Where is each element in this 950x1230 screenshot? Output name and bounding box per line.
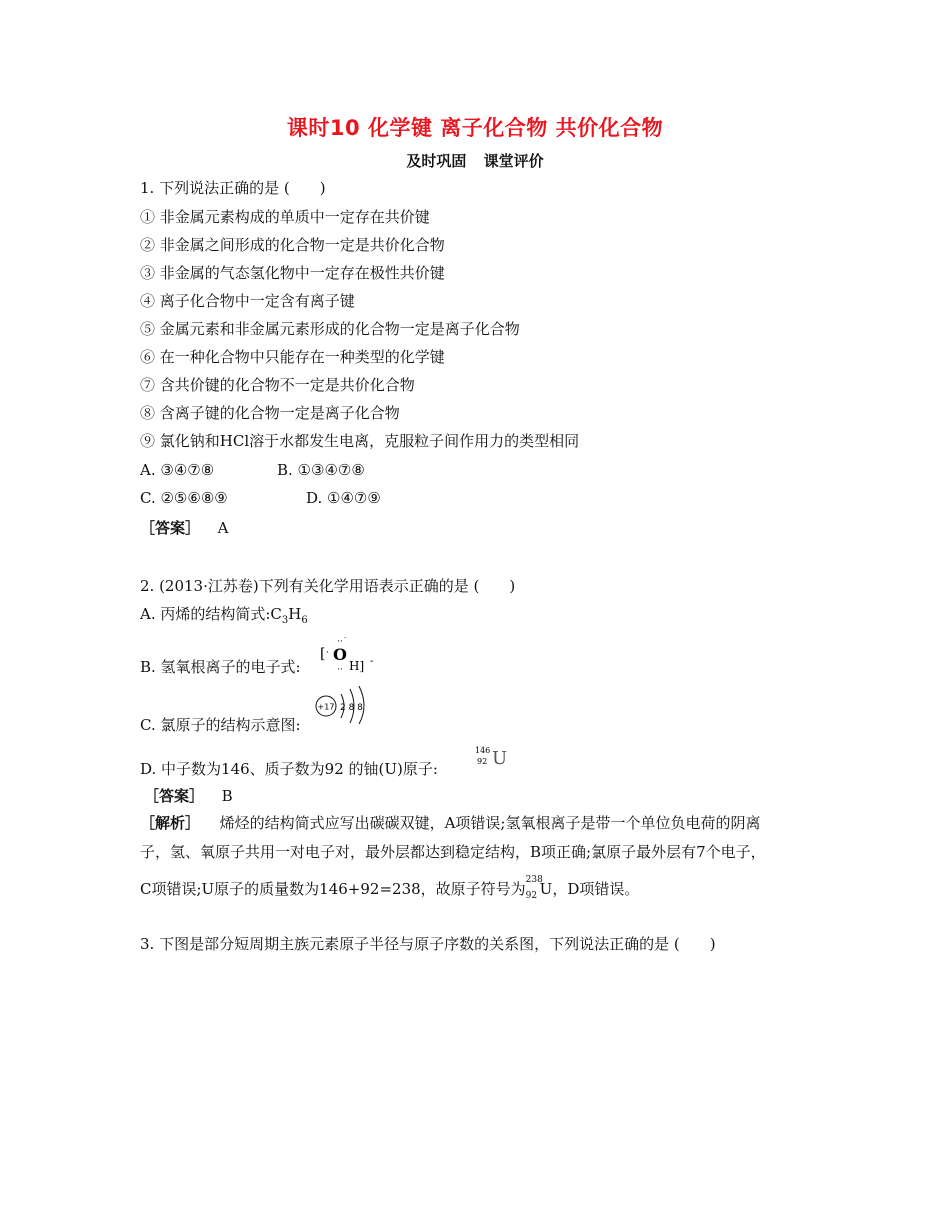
hydrogen-bracket: H] [349, 659, 365, 673]
electron-dots: · [326, 648, 329, 658]
electron-dots: ·· [337, 637, 343, 647]
electron-dots: ·· [337, 665, 343, 674]
subscript: 6 [301, 615, 308, 626]
q2-analysis-line [140, 875, 640, 901]
q1-item: ⑥ 在一种化合物中只能存在一种类型的化学键 [140, 348, 445, 366]
mass-number: 146 [475, 746, 491, 755]
answer-tag: ［答案］ [144, 787, 205, 805]
q1-option-d: D. ①④⑦⑨ [306, 489, 381, 507]
q1-item: ② 非金属之间形成的化合物一定是共价化合物 [140, 236, 445, 254]
q2-option-a-h: H [288, 605, 302, 623]
page-title: 课时10 化学键 离子化合物 共价化合物 [286, 116, 664, 140]
q1-option-c: C. ②⑤⑥⑧⑨ [140, 489, 228, 507]
q2-option-c-text: C. 氯原子的结构示意图: [140, 716, 301, 734]
q1-item: ① 非金属元素构成的单质中一定存在共价键 [140, 208, 430, 226]
q1-item: ④ 离子化合物中一定含有离子键 [140, 292, 355, 310]
shell-electron-counts: 2 8 8 [340, 703, 363, 713]
atomic-number: 92 [525, 891, 538, 901]
q2-option-b [140, 657, 301, 677]
analysis-text: U，D项错误。 [539, 880, 640, 898]
q2-analysis-line: 子，氢、氧原子共用一对电子对，最外层都达到稳定结构，B项正确;氯原子最外层有7个电子， [140, 843, 766, 861]
q2-analysis-line [140, 813, 760, 833]
electron-dots: · [344, 634, 347, 642]
chlorine-atom-diagram [313, 684, 375, 724]
q2-stem: 2. (2013·江苏卷)下列有关化学用语表示正确的是 ( ) [140, 577, 516, 595]
q1-option-a: A. ③④⑦⑧ [140, 461, 215, 479]
atomic-number: 92 [477, 757, 488, 766]
answer-value: A [217, 519, 229, 537]
nucleus-charge: +17 [317, 702, 335, 712]
subscript: 3 [281, 615, 289, 626]
q2-option-b-text: B. 氢氧根离子的电子式: [140, 658, 301, 676]
q1-item: ③ 非金属的气态氢化物中一定存在极性共价键 [140, 264, 445, 282]
oxygen-symbol: O [333, 645, 347, 664]
q1-item: ⑤ 金属元素和非金属元素形成的化合物一定是离子化合物 [140, 320, 520, 338]
mass-number: 238 [525, 875, 543, 885]
element-symbol: U [492, 748, 508, 769]
bracket-left: [ [320, 646, 326, 662]
nuclide-notation [525, 875, 543, 901]
q1-item: ⑨ 氯化钠和HCl溶于水都发生电离，克服粒子间作用力的类型相同 [140, 432, 580, 450]
q2-option-d-text: D. 中子数为146、质子数为92 的铀(U)原子: [140, 760, 438, 778]
q2-answer [144, 786, 233, 806]
answer-tag: ［答案］ [140, 519, 201, 537]
hydroxide-electron-formula [318, 634, 378, 674]
q1-option-b: B. ①③④⑦⑧ [277, 461, 365, 479]
q2-option-c [140, 715, 301, 735]
uranium-nuclide-symbol [474, 742, 514, 772]
analysis-tag: ［解析］ [140, 814, 201, 832]
q1-item: ⑦ 含共价键的化合物不一定是共价化合物 [140, 376, 415, 394]
answer-value: B [221, 787, 233, 805]
analysis-text: 烯烃的结构简式应写出碳碳双键，A项错误;氢氧根离子是带一个单位负电荷的阴离 [219, 814, 761, 832]
q2-option-a-text: A. 丙烯的结构简式:C [140, 605, 282, 623]
page-subtitle: 及时巩固 课堂评价 [406, 152, 544, 170]
analysis-text: C项错误;U原子的质量数为146+92=238，故原子符号为 [140, 880, 526, 898]
charge-sign: - [370, 656, 374, 667]
q1-answer [140, 518, 228, 538]
q3-stem: 3. 下图是部分短周期主族元素原子半径与原子序数的关系图，下列说法正确的是 ( ) [140, 935, 716, 953]
q1-stem: 1. 下列说法正确的是 ( ) [140, 179, 326, 197]
q2-option-d [140, 759, 438, 779]
q1-item: ⑧ 含离子键的化合物一定是离子化合物 [140, 404, 400, 422]
q2-option-a [140, 604, 308, 631]
